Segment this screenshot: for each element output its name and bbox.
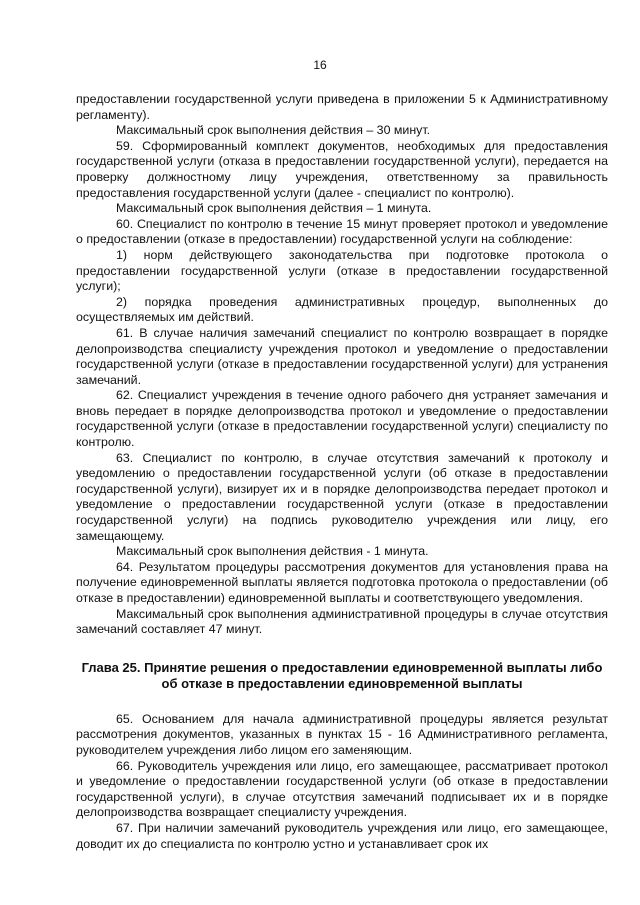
paragraph: 61. В случае наличия замечаний специалист по контролю возвращает в порядке делопроизводства специалисту учреждения протокол и уведомление о предоставлении государственной услуги (отказе в предоставлении государственной услуги) для устранения замечаний.: [76, 325, 608, 387]
chapter-heading-line-2: об отказе в предоставлении единовременной выплаты: [161, 675, 523, 691]
section-after-heading: [76, 712, 608, 852]
chapter-heading-line-1: Глава 25. Принятие решения о предоставлении единовременной выплаты либо: [81, 659, 603, 675]
paragraph: 66. Руководитель учреждения или лицо, его замещающее, рассматривает протокол и уведомление о предоставлении государственной услуги (об отказе в предоставлении государственной услуги), в случае отсутствия замечаний подписывает их и в порядке делопроизводства возвращает специалисту учреждения.: [76, 758, 608, 820]
paragraph: 1) норм действующего законодательства при подготовке протокола о предоставлении государственной услуги (отказе в предоставлении государственной услуги);: [76, 247, 608, 294]
paragraph: 67. При наличии замечаний руководитель учреждения или лицо, его замещающее, доводит их до специалиста по контролю устно и устанавливает срок их: [76, 820, 608, 851]
page-number: 16: [313, 58, 327, 72]
paragraph: предоставлении государственной услуги приведена в приложении 5 к Административному регламенту).: [76, 92, 608, 122]
section-before-heading: [76, 92, 608, 638]
paragraph: 64. Результатом процедуры рассмотрения документов для установления права на получение единовременной выплаты является подготовка протокола о предоставлении (об отказе в предоставлении) единовременной выплаты и соответствующего уведомления.: [76, 559, 608, 605]
paragraph: 2) порядка проведения административных процедур, выполненных до осуществляемых им действий.: [76, 294, 608, 325]
paragraph: Максимальный срок выполнения административной процедуры в случае отсутствия замечаний составляет 47 минут.: [76, 606, 608, 637]
paragraph: Максимальный срок выполнения действия – 30 минут.: [116, 123, 431, 138]
paragraph: Максимальный срок выполнения действия – 1 минута.: [116, 201, 432, 216]
paragraph: 60. Специалист по контролю в течение 15 минут проверяет протокол и уведомление о предоставлении (отказе в предоставлении) государственной услуги на соблюдение:: [76, 216, 608, 247]
paragraph: 59. Сформированный комплект документов, необходимых для предоставления государственной услуги (отказа в предоставлении государственной услуги), передается на проверку должностному лицу учреждения, ответственному за правильность предоставления государственной услуги (далее - специалист по контролю).: [76, 138, 608, 200]
paragraph: Максимальный срок выполнения действия - 1 минута.: [116, 544, 429, 559]
chapter-heading: [76, 660, 608, 692]
document-body: [76, 92, 608, 852]
paragraph: 62. Специалист учреждения в течение одного рабочего дня устраняет замечания и вновь передает в порядке делопроизводства протокол и уведомление о предоставлении государственной услуги (отказе в предоставлении государственной услуги) специалисту по контролю.: [76, 388, 608, 450]
paragraph: 65. Основанием для начала административной процедуры является результат рассмотрения документов, указанных в пунктах 15 - 16 Административного регламента, руководителем учреждения либо лицом его заменяющим.: [76, 711, 608, 757]
paragraph: 63. Специалист по контролю, в случае отсутствия замечаний к протоколу и уведомлению о предоставлении государственной услуги (об отказе в предоставлении государственной услуги), визирует их и в порядке делопроизводства передает протокол и уведомление о предоставлении государственной услуги (отказе в предоставлении государственной услуги) на подпись руководителю учреждения или лицу, его замещающему.: [76, 450, 608, 543]
